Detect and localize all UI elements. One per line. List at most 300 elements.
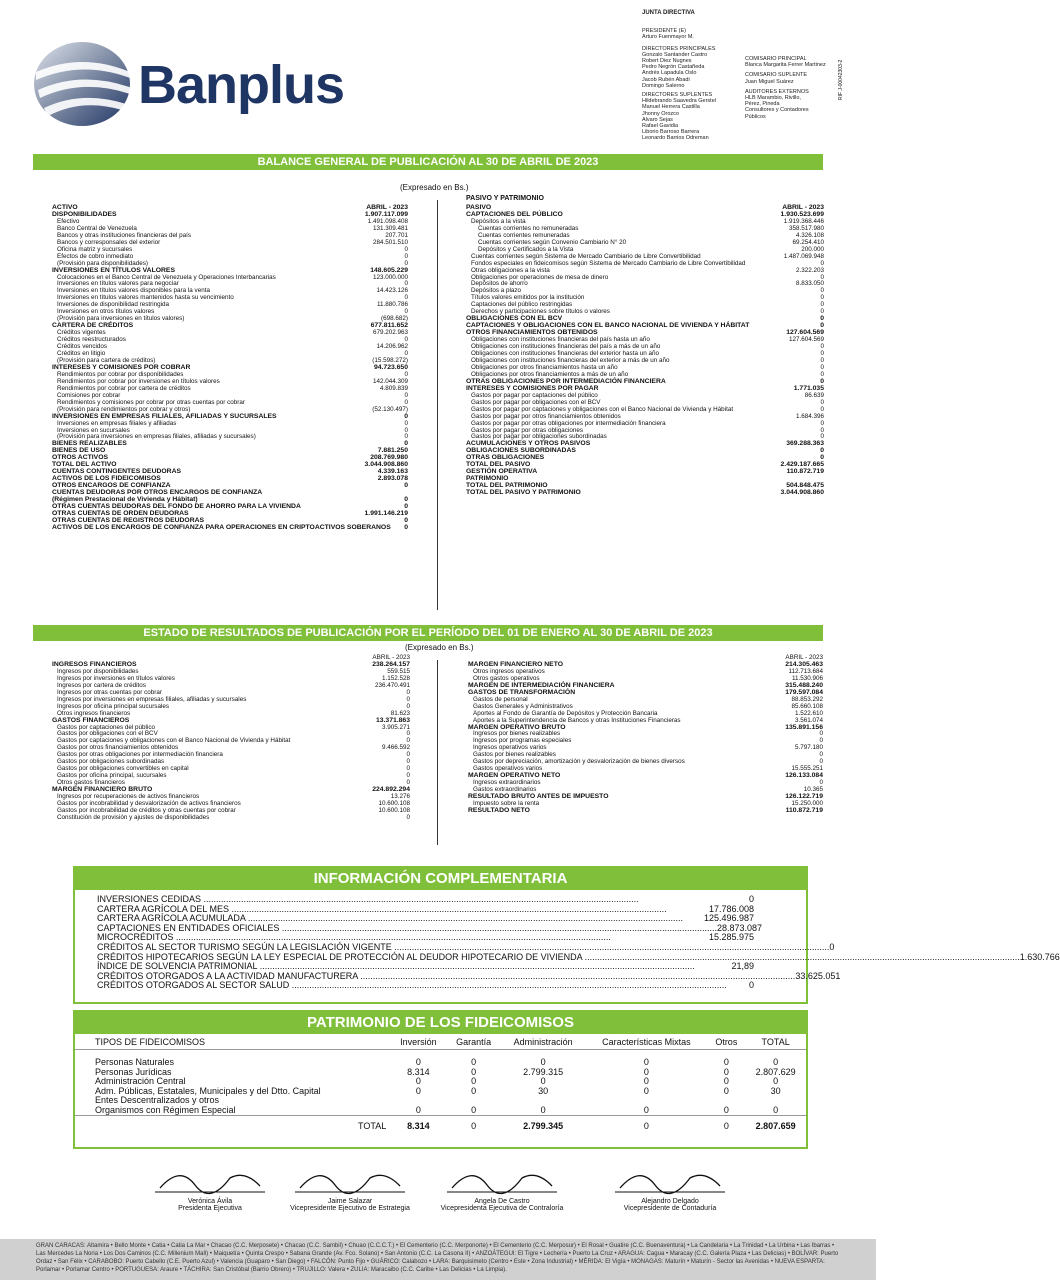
info-value: 1.630.766 bbox=[1019, 951, 1060, 962]
signature-scribble bbox=[610, 1160, 730, 1196]
row-label: Créditos vigentes bbox=[57, 329, 106, 337]
pasivo-patrimonio-heading: PASIVO Y PATRIMONIO bbox=[466, 195, 544, 202]
row-label: Gastos por obligaciones subordinadas bbox=[57, 758, 165, 766]
pasivo-heading: PASIVO bbox=[466, 204, 492, 211]
principals-heading: DIRECTORES PRINCIPALES bbox=[642, 45, 716, 52]
trust-cell: Personas Jurídicas bbox=[95, 1066, 172, 1077]
logo-sphere-icon bbox=[30, 32, 140, 132]
row-value: 0 bbox=[820, 350, 824, 358]
statement-row bbox=[52, 212, 408, 219]
row-label: Depósitos a plazo bbox=[471, 287, 522, 295]
trust-cell: 0 bbox=[471, 1066, 477, 1077]
row-label: Gastos por pagar por otros financiamientos obtenidos bbox=[471, 412, 621, 420]
row-label: Obligaciones con instituciones financieras del país hasta un año bbox=[471, 336, 650, 344]
row-value: 1.522.610 bbox=[794, 709, 823, 717]
row-value: 0 bbox=[820, 308, 824, 316]
row-label: Depósitos de ahorro bbox=[471, 280, 528, 288]
row-label: ACTIVOS DE LOS FIDEICOMISOS bbox=[52, 475, 161, 483]
row-label: Inversiones en otros títulos valores bbox=[57, 308, 155, 316]
info-label: INVERSIONES CEDIDAS .............................................................................................................................................................................. bbox=[97, 894, 639, 904]
row-value: 0 bbox=[406, 779, 410, 787]
trust-cell: 0 bbox=[643, 1085, 649, 1096]
row-label: Impuesto sobre la renta bbox=[473, 800, 540, 808]
trust-cell: 0 bbox=[643, 1076, 649, 1086]
signature-block bbox=[275, 1160, 425, 1212]
trust-cell: 30 bbox=[770, 1085, 781, 1096]
results-divider bbox=[437, 660, 438, 845]
info-label: CRÉDITOS OTORGADOS A LA ACTIVIDAD MANUFACTURERA .............................................................................................................................................................................. bbox=[97, 970, 796, 981]
row-label: PATRIMONIO bbox=[466, 475, 509, 483]
signer-name: Alejandro Delgado bbox=[641, 1198, 699, 1205]
row-value: 207.701 bbox=[385, 231, 408, 239]
row-label: Oficina matriz y sucursales bbox=[57, 245, 133, 253]
row-value: 0 bbox=[404, 496, 408, 504]
row-label: Ingresos operativos varios bbox=[473, 744, 547, 752]
info-label: MICROCRÉDITOS .............................................................................................................................................................................. bbox=[97, 932, 611, 943]
row-value: 0 bbox=[404, 502, 408, 510]
row-label: Aportes al Fondo de Garantía de Depósitos y Protección Bancaria bbox=[473, 709, 658, 717]
trust-box bbox=[73, 1010, 808, 1149]
row-label: Otras obligaciones a la vista bbox=[471, 266, 550, 274]
row-label: GESTIÓN OPERATIVA bbox=[466, 468, 538, 476]
row-label: Gastos por obligaciones convertibles en capital bbox=[57, 765, 189, 773]
row-label: OBLIGACIONES SUBORDINADAS bbox=[466, 447, 576, 455]
row-value: 677.811.652 bbox=[370, 322, 408, 330]
info-row bbox=[75, 981, 806, 991]
row-value: 1.907.117.099 bbox=[364, 210, 408, 218]
row-label: Ingresos por disponibilidades bbox=[57, 667, 139, 675]
row-value: 13.371.863 bbox=[375, 716, 410, 724]
row-label: Inversiones en títulos valores mantenidos hasta su vencimiento bbox=[57, 294, 234, 302]
row-label: Ingresos por cartera de créditos bbox=[57, 681, 146, 689]
row-value: 0 bbox=[404, 419, 408, 427]
row-value: 127.604.569 bbox=[786, 329, 824, 337]
row-label: INGRESOS FINANCIEROS bbox=[52, 660, 137, 668]
list-item: Públicos bbox=[745, 113, 766, 120]
row-label: Ingresos por otras cuentas por cobrar bbox=[57, 688, 163, 696]
row-value: 559.515 bbox=[387, 667, 410, 675]
comisario-suplente-name: Juan Miguel Suárez bbox=[745, 78, 794, 85]
row-value: 2.893.078 bbox=[377, 475, 408, 483]
trust-table bbox=[75, 1037, 806, 1131]
row-value: 2.322.203 bbox=[795, 266, 824, 274]
row-label: OTRAS OBLIGACIONES POR INTERMEDIACIÓN FINANCIERA bbox=[466, 377, 666, 385]
row-label: Obligaciones por otros financiamientos a más de un año bbox=[471, 370, 629, 378]
results-title: ESTADO DE RESULTADOS DE PUBLICACIÓN POR EL PERÍODO DEL 01 DE ENERO AL 30 DE ABRIL DE 2023 bbox=[33, 625, 823, 641]
trust-cell: 0 bbox=[415, 1057, 421, 1067]
row-value: 0 bbox=[820, 454, 824, 462]
row-label: Créditos reestructurados bbox=[57, 336, 126, 344]
row-value: 0 bbox=[820, 259, 824, 267]
trust-cell: 0 bbox=[471, 1085, 477, 1096]
row-value: 0 bbox=[819, 779, 823, 787]
row-label: Aportes a la Superintendencia de Bancos y otras Instituciones Financieras bbox=[473, 716, 681, 724]
row-value: 11.530.906 bbox=[791, 674, 823, 682]
row-value: 69.254.410 bbox=[792, 238, 824, 246]
trust-col-header: Características Mixtas bbox=[585, 1037, 707, 1050]
row-value: 238.264.157 bbox=[372, 660, 410, 668]
row-value: 0 bbox=[404, 523, 408, 531]
row-label: Gastos extraordinarios bbox=[473, 786, 537, 794]
row-label: Ingresos por inversiones en empresas filiales, afiliadas y sucursales bbox=[57, 695, 247, 703]
auditores-heading: AUDITORES EXTERNOS bbox=[745, 88, 809, 95]
row-value: 3.905.271 bbox=[381, 723, 410, 731]
row-value: 110.872.719 bbox=[786, 468, 824, 476]
row-value: 7.881.250 bbox=[377, 447, 408, 455]
trust-col-header: TOTAL bbox=[745, 1037, 806, 1050]
row-label: BIENES REALIZABLES bbox=[52, 440, 127, 448]
trust-cell: 0 bbox=[643, 1066, 649, 1077]
row-value: 0 bbox=[404, 350, 408, 358]
trust-cell: Entes Descentralizados y otros bbox=[95, 1095, 220, 1105]
row-value: 0 bbox=[404, 252, 408, 260]
row-value: 1.487.069.948 bbox=[783, 252, 824, 260]
row-value: 0 bbox=[404, 336, 408, 344]
row-value: 0 bbox=[819, 758, 823, 766]
row-value: 0 bbox=[404, 440, 408, 448]
trust-col-header: Inversión bbox=[390, 1037, 446, 1050]
row-value: 315.488.240 bbox=[785, 681, 823, 689]
row-value: 0 bbox=[404, 412, 408, 420]
list-item: Jacob Rubén Abadi bbox=[642, 76, 690, 83]
list-item: Gonzalo Santander Castro bbox=[642, 51, 708, 58]
trust-total-cell: 2.799.345 bbox=[501, 1116, 586, 1132]
row-value: 369.288.363 bbox=[786, 440, 824, 448]
row-label: TOTAL DEL ACTIVO bbox=[52, 461, 117, 469]
row-label: OTROS FINANCIAMIENTOS OBTENIDOS bbox=[466, 329, 598, 337]
row-value: 0 bbox=[820, 294, 824, 302]
row-value: 0 bbox=[820, 315, 824, 323]
row-value: 10.600.108 bbox=[378, 800, 410, 808]
row-value: 504.848.475 bbox=[786, 482, 824, 490]
row-label: Gastos por pagar por otras obligaciones bbox=[471, 426, 584, 434]
row-value: 85.660.108 bbox=[791, 702, 823, 710]
row-label: Obligaciones con instituciones financieras del exterior hasta un año bbox=[471, 350, 659, 358]
row-value: 14.206.962 bbox=[376, 343, 408, 351]
signer-name: Verónica Ávila bbox=[187, 1198, 233, 1205]
info-value: 33.625.051 bbox=[795, 970, 841, 981]
row-value: 110.872.719 bbox=[785, 806, 823, 814]
row-value: 0 bbox=[404, 433, 408, 441]
row-value: 2.429.187.665 bbox=[780, 461, 824, 469]
row-label: Efectos de cobro inmediato bbox=[57, 252, 134, 260]
row-label: Obligaciones por otros financiamientos hasta un año bbox=[471, 363, 618, 371]
row-label: Gastos por otras obligaciones por intermediación financiera bbox=[57, 751, 223, 759]
row-label: Inversiones en empresas filiales y afiliadas bbox=[57, 419, 177, 427]
row-label: Gastos por pagar por captaciones del público bbox=[471, 391, 598, 399]
info-label: CARTERA AGRÍCOLA ACUMULADA .............................................................................................................................................................................. bbox=[97, 913, 683, 924]
row-value: 0 bbox=[404, 294, 408, 302]
row-label: Ingresos por bienes realizables bbox=[473, 730, 561, 738]
info-value: 0 bbox=[748, 894, 754, 904]
trust-total-row bbox=[75, 1116, 806, 1132]
row-value: 142.044.309 bbox=[372, 377, 408, 385]
row-value: 10.365 bbox=[803, 786, 823, 794]
statement-row bbox=[52, 441, 408, 448]
row-label: Títulos valores emitidos por la institución bbox=[471, 294, 585, 302]
row-label: Otros ingresos operativos bbox=[473, 667, 545, 675]
trust-cell: 0 bbox=[540, 1104, 546, 1115]
row-label: MARGEN OPERATIVO NETO bbox=[468, 772, 561, 780]
comisario-suplente-heading: COMISARIO SUPLENTE bbox=[745, 72, 808, 79]
row-label: TOTAL DEL PASIVO Y PATRIMONIO bbox=[466, 489, 581, 497]
row-label: Fondos especiales en fideicomisos según Sistema de Mercado Cambiario de Libre Convertibilidad bbox=[471, 259, 746, 267]
row-label: Gastos por pagar por obligaciones con el BCV bbox=[471, 398, 601, 406]
row-label: OTROS ENCARGOS DE CONFIANZA bbox=[52, 482, 171, 490]
row-label: Inversiones en títulos valores disponibles para la venta bbox=[57, 287, 210, 295]
row-label: Obligaciones con instituciones financieras del país a más de un año bbox=[471, 343, 661, 351]
row-label: ACTIVOS DE LOS ENCARGOS DE CONFIANZA PARA OPERACIONES EN CRIPTOACTIVOS SOBERANOS bbox=[52, 523, 391, 531]
row-label: (Provisión para disponibilidades) bbox=[57, 259, 149, 267]
row-label: (Provisión para rendimientos por cobrar y otros) bbox=[57, 405, 191, 413]
row-label: BIENES DE USO bbox=[52, 447, 106, 455]
trust-col-header: Garantía bbox=[446, 1037, 500, 1050]
row-value: 127.604.569 bbox=[788, 336, 824, 344]
row-value: 0 bbox=[406, 730, 410, 738]
trust-cell: 0 bbox=[471, 1057, 477, 1067]
balance-title: BALANCE GENERAL DE PUBLICACIÓN AL 30 DE ABRIL DE 2023 bbox=[33, 154, 823, 170]
row-label: (Provisión para cartera de créditos) bbox=[57, 356, 156, 364]
list-item: Hildebrando Saavedra Gerstel bbox=[642, 98, 716, 105]
row-label: Gastos por depreciación, amortización y desvalorización de bienes diversos bbox=[473, 758, 685, 766]
list-item: Robert Diez Nugnes bbox=[642, 58, 692, 65]
list-item: Pedro Negrón Castañeda bbox=[642, 64, 705, 71]
banplus-logo bbox=[30, 32, 345, 132]
row-value: 15.250.000 bbox=[791, 800, 823, 808]
row-value: 0 bbox=[820, 426, 824, 434]
row-label: DISPONIBILIDADES bbox=[52, 210, 117, 218]
row-label: OTRAS CUENTAS DEUDORAS DEL FONDO DE AHORRO PARA LA VIVIENDA bbox=[52, 502, 301, 510]
signature-block bbox=[427, 1160, 577, 1212]
row-label: Banco Central de Venezuela bbox=[57, 224, 137, 232]
trust-cell: 0 bbox=[723, 1104, 729, 1115]
row-value: 148.605.229 bbox=[370, 266, 408, 274]
list-item: Pérez, Pineda bbox=[745, 101, 780, 108]
row-value: 236.470.491 bbox=[374, 681, 410, 689]
row-label: GASTOS DE TRANSFORMACIÓN bbox=[468, 688, 576, 696]
comisarios bbox=[745, 56, 835, 120]
trust-col-header: Administración bbox=[501, 1037, 586, 1050]
row-value: 126.133.084 bbox=[785, 772, 823, 780]
row-label: (Provisión para inversiones en empresas filiales, afiliadas y sucursales) bbox=[57, 433, 256, 441]
trust-cell: 0 bbox=[471, 1104, 477, 1115]
row-value: 1.991.146.219 bbox=[364, 509, 408, 517]
row-label: Créditos en litigio bbox=[57, 350, 106, 358]
info-value: 125.496.987 bbox=[703, 913, 754, 924]
row-label: CAPTACIONES DEL PÚBLICO bbox=[466, 210, 563, 218]
row-label: Depósitos a la vista bbox=[471, 217, 526, 225]
rif-number: RIF J-00042303-2 bbox=[838, 59, 844, 100]
trust-cell: 0 bbox=[773, 1057, 779, 1067]
info-label: CRÉDITOS HIPOTECARIOS SEGÚN LA LEY ESPECIAL DE PROTECCIÓN AL DEUDOR HIPOTECARIO DE VIVIENDA .............................................................................................................................................................................. bbox=[97, 951, 1020, 962]
complementary-info-title: INFORMACIÓN COMPLEMENTARIA bbox=[75, 868, 806, 890]
trust-cell: 30 bbox=[538, 1085, 549, 1096]
trust-cell: 0 bbox=[723, 1076, 729, 1086]
row-value: 0 bbox=[404, 245, 408, 253]
row-value: 88.853.292 bbox=[791, 695, 823, 703]
row-value: 0 bbox=[820, 322, 824, 330]
trust-cell: 8.314 bbox=[407, 1066, 430, 1077]
info-value: 28.873.087 bbox=[716, 922, 763, 933]
signature-scribble bbox=[150, 1160, 270, 1196]
row-value: 14.423.126 bbox=[376, 287, 408, 295]
row-value: 0 bbox=[404, 391, 408, 399]
row-label: Bancos y otras instituciones financieras del país bbox=[57, 231, 192, 239]
balance-divider bbox=[437, 200, 438, 610]
row-label: Ingresos por programas especiales bbox=[473, 737, 572, 745]
row-label: Gastos por captaciones y obligaciones con el Banco Nacional de Vivienda y Hábitat bbox=[57, 737, 291, 745]
activo-heading: ACTIVO bbox=[52, 204, 78, 211]
row-label: MARGEN FINANCIERO NETO bbox=[468, 660, 564, 668]
trust-title: PATRIMONIO DE LOS FIDEICOMISOS bbox=[75, 1012, 806, 1034]
row-value: 0 bbox=[404, 308, 408, 316]
list-item: Manuel Herrera Castilla bbox=[642, 104, 700, 111]
row-label: RESULTADO NETO bbox=[468, 806, 530, 814]
row-value: 679.202.963 bbox=[372, 329, 408, 337]
statement-row bbox=[52, 815, 410, 822]
row-value: 0 bbox=[820, 419, 824, 427]
row-label: (Régimen Prestacional de Vivienda y Hábitat) bbox=[52, 496, 198, 504]
row-value: 10.600.108 bbox=[378, 806, 410, 814]
statement-row bbox=[468, 808, 823, 815]
trust-cell: Personas Naturales bbox=[95, 1057, 175, 1067]
signature-scribble bbox=[442, 1160, 562, 1196]
row-label: Obligaciones con instituciones financieras del exterior a más de un año bbox=[471, 356, 670, 364]
trust-total-cell: 2.807.659 bbox=[745, 1116, 806, 1132]
row-label: Gastos por captaciones del público bbox=[57, 723, 156, 731]
row-label: CUENTAS CONTINGENTES DEUDORAS bbox=[52, 468, 182, 476]
row-value: 0 bbox=[406, 772, 410, 780]
row-label: CUENTAS DEUDORAS POR OTROS ENCARGOS DE CONFIANZA bbox=[52, 489, 263, 497]
list-item: Consultores y Contadores bbox=[745, 107, 809, 114]
list-item: Andrés Lapadula Oslo bbox=[642, 70, 697, 77]
board-title: JUNTA DIRECTIVA bbox=[642, 10, 695, 16]
row-label: Otros gastos operativos bbox=[473, 674, 540, 682]
alternates-list bbox=[642, 98, 752, 141]
row-value: 1.491.098.408 bbox=[367, 217, 408, 225]
trust-total-cell: 0 bbox=[446, 1116, 500, 1132]
signer-name: Jaime Salazar bbox=[327, 1198, 373, 1205]
row-label: Gastos Generales y Administrativos bbox=[473, 702, 573, 710]
row-label: Gastos por pagar por otras obligaciones por intermediación financiera bbox=[471, 419, 666, 427]
signature-block bbox=[595, 1160, 745, 1212]
president-name: Arturo Fuenmayor M. bbox=[642, 34, 694, 41]
trust-cell: Organismos con Régimen Especial bbox=[95, 1104, 236, 1115]
signature-block bbox=[135, 1160, 285, 1212]
row-value: 81.623 bbox=[390, 709, 410, 717]
trust-cell: 0 bbox=[540, 1057, 546, 1067]
row-value: 214.305.463 bbox=[785, 660, 823, 668]
results-left-column bbox=[52, 655, 410, 822]
alternates-heading: DIRECTORES SUPLENTES bbox=[642, 92, 713, 99]
row-value: 1.152.528 bbox=[381, 674, 410, 682]
activo-column bbox=[52, 205, 408, 532]
row-label: ACUMULACIONES Y OTROS PASIVOS bbox=[466, 440, 591, 448]
row-value: 4.326.108 bbox=[795, 231, 824, 239]
trust-total-cell: 8.314 bbox=[390, 1116, 446, 1132]
row-label: Créditos vencidos bbox=[57, 343, 108, 351]
row-label: Rendimientos por cobrar por disponibilidades bbox=[57, 370, 184, 378]
trust-cell: 2.807.629 bbox=[755, 1066, 796, 1077]
row-value: 224.892.294 bbox=[372, 786, 410, 794]
row-value: 0 bbox=[406, 688, 410, 696]
trust-cell: 0 bbox=[723, 1057, 729, 1067]
row-value: 86.639 bbox=[804, 391, 824, 399]
trust-cell: 0 bbox=[643, 1057, 649, 1067]
info-label: CRÉDITOS AL SECTOR TURISMO SEGÚN LA LEGISLACIÓN VIGENTE .............................................................................................................................................................................. bbox=[97, 941, 830, 952]
row-value: 1.930.523.699 bbox=[780, 210, 824, 218]
row-value: (15.598.272) bbox=[372, 356, 408, 364]
comisario-heading: COMISARIO PRINCIPAL bbox=[745, 56, 807, 62]
row-value: 0 bbox=[820, 447, 824, 455]
row-label: OTRAS CUENTAS DE REGISTROS DEUDORAS bbox=[52, 516, 205, 524]
row-label: Gastos por obligaciones con el BCV bbox=[57, 730, 158, 738]
row-value: 200.000 bbox=[801, 245, 824, 253]
list-item: Alvaro Sejas bbox=[642, 116, 673, 123]
row-label: RESULTADO BRUTO ANTES DE IMPUESTO bbox=[468, 793, 609, 801]
trust-cell: Adm. Públicas, Estatales, Municipales y del Dtto. Capital bbox=[95, 1085, 321, 1096]
row-label: Colocaciones en el Banco Central de Venezuela y Operaciones Interbancarias bbox=[57, 273, 276, 281]
statement-row bbox=[466, 490, 824, 497]
row-value: 0 bbox=[406, 813, 410, 821]
row-value: 3.044.908.860 bbox=[780, 489, 824, 497]
row-label: Rendimientos por cobrar por cartera de créditos bbox=[57, 384, 191, 392]
results-currency: (Expresado en Bs.) bbox=[405, 643, 474, 652]
trust-cell: 0 bbox=[471, 1076, 477, 1086]
info-label: CAPTACIONES EN ENTIDADES OFICIALES .............................................................................................................................................................................. bbox=[97, 922, 717, 933]
row-label: Ingresos por recuperaciones de activos financieros bbox=[57, 793, 200, 801]
trust-total-cell: 0 bbox=[585, 1116, 707, 1132]
results-right-col-heading: ABRIL - 2023 bbox=[785, 654, 823, 661]
board-of-directors bbox=[642, 10, 752, 142]
trust-cell: 0 bbox=[723, 1085, 729, 1096]
row-label: INVERSIONES EN EMPRESAS FILIALES, AFILIADAS Y SUCURSALES bbox=[52, 412, 277, 420]
row-label: Ingresos extraordinarios bbox=[473, 779, 541, 787]
president-heading: PRESIDENTE (E) bbox=[642, 28, 687, 35]
row-value: (698.682) bbox=[381, 315, 408, 323]
row-value: 1.684.396 bbox=[795, 412, 824, 420]
info-label: CARTERA AGRÍCOLA DEL MES .............................................................................................................................................................................. bbox=[97, 903, 667, 914]
row-label: INTERESES Y COMISIONES POR PAGAR bbox=[466, 384, 599, 392]
row-value: 0 bbox=[404, 426, 408, 434]
row-value: 0 bbox=[406, 758, 410, 766]
trust-cell: 0 bbox=[643, 1104, 649, 1115]
row-label: Otros ingresos financieros bbox=[57, 709, 131, 717]
statement-row bbox=[466, 469, 824, 476]
row-label: GASTOS FINANCIEROS bbox=[52, 716, 130, 724]
row-label: Gastos por otros financiamientos obtenidos bbox=[57, 744, 179, 752]
info-label: ÍNDICE DE SOLVENCIA PATRIMONIAL .............................................................................................................................................................................. bbox=[97, 961, 695, 972]
row-value: 0 bbox=[820, 363, 824, 371]
signature-scribble bbox=[290, 1160, 410, 1196]
row-label: Cuentas corrientes según Convenio Cambiario N° 20 bbox=[478, 238, 627, 246]
row-value: 0 bbox=[820, 343, 824, 351]
brand-name: Banplus bbox=[138, 55, 345, 115]
row-value: 0 bbox=[820, 370, 824, 378]
row-value: 0 bbox=[404, 482, 408, 490]
row-label: Gastos por incobrabilidad y desvalorización de activos financieros bbox=[57, 800, 241, 808]
row-label: Bancos y corresponsales del exterior bbox=[57, 238, 161, 246]
row-label: (Provisión para inversiones en títulos valores) bbox=[57, 315, 185, 323]
row-label: Gastos por pagar por captaciones y obligaciones con el Banco Nacional de Vivienda y Hábitat bbox=[471, 405, 734, 413]
row-label: Cuentas corrientes según Sistema de Mercado Cambiario de Libre Convertibilidad bbox=[471, 252, 701, 260]
row-value: 94.723.650 bbox=[373, 363, 408, 371]
row-label: INTERESES Y COMISIONES POR COBRAR bbox=[52, 363, 191, 371]
signer-role: Presidenta Ejecutiva bbox=[178, 1205, 242, 1212]
row-value: 0 bbox=[820, 287, 824, 295]
trust-col-header: TIPOS DE FIDEICOMISOS bbox=[75, 1037, 390, 1050]
statement-row bbox=[52, 344, 408, 351]
